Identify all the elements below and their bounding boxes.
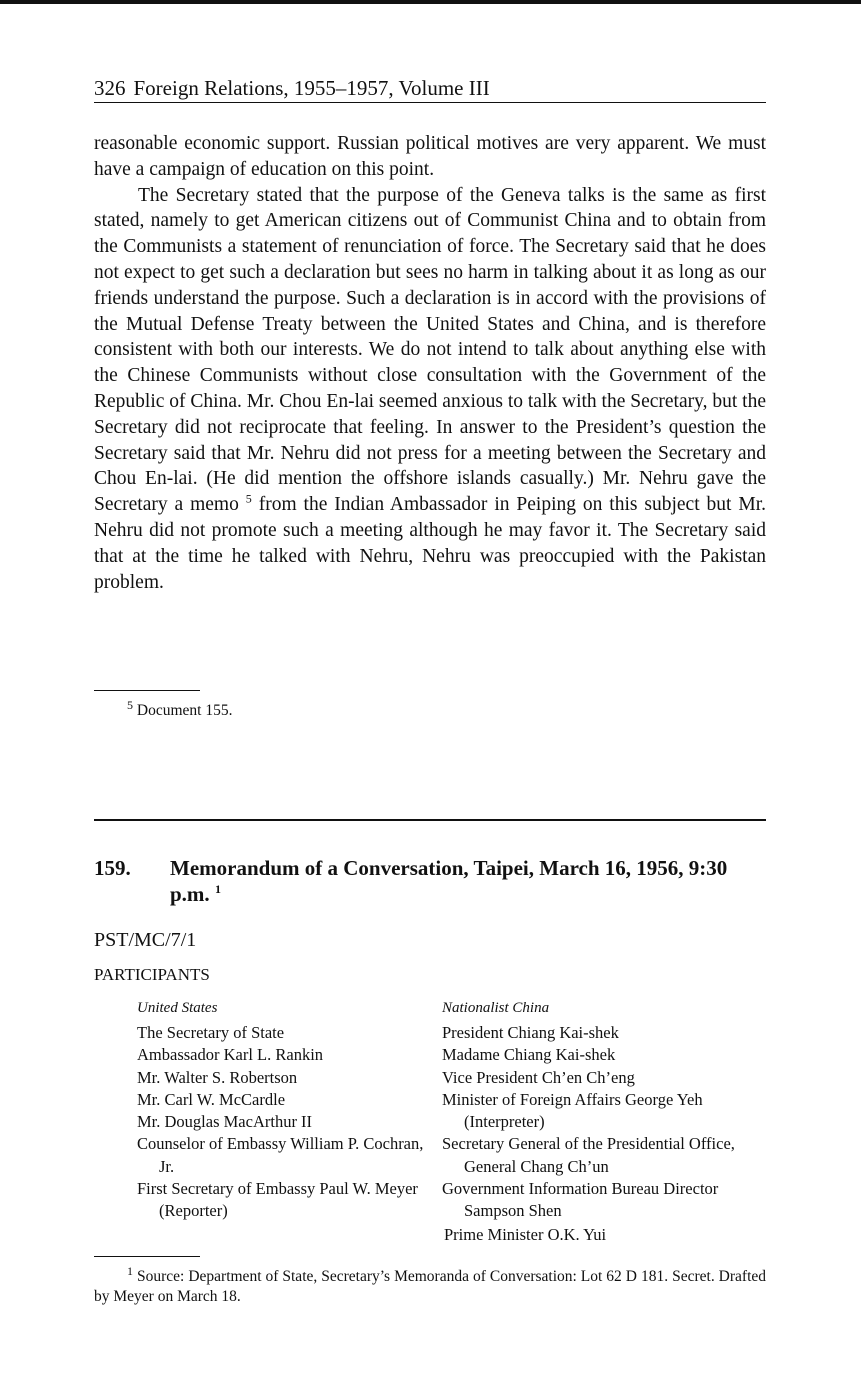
footnote-rule [94, 690, 200, 691]
participant: The Secretary of State [137, 1023, 285, 1042]
column-heading: Nationalist China [442, 1000, 550, 1016]
participant: President Chiang Kai-shek [442, 1023, 619, 1042]
paragraph-text-part-2: from the Indian Ambassador in Peiping on this subject but Mr. Nehru did not promote such a meeting although he may favor it. The Secretary said that at the time he talked with Nehru, Nehru was preoccupied with the Pakistan problem. [94, 494, 767, 593]
page-number: 326 [94, 76, 126, 100]
document-title-text: Memorandum of a Conversation, Taipei, March 16, 1956, 9:30 p.m. [170, 856, 728, 906]
body-text [94, 131, 766, 595]
participant: Madame Chiang Kai-shek [442, 1045, 616, 1065]
participant: Secretary General of the Presidential Office, General Chang Ch’un [442, 1134, 735, 1176]
footnote-marker: 1 [127, 1263, 133, 1278]
participant: Ambassador Karl L. Rankin [137, 1045, 324, 1065]
participants-label: PARTICIPANTS [94, 965, 210, 984]
participant: Mr. Douglas MacArthur II [137, 1112, 313, 1132]
document-code: PST/MC/7/1 [94, 929, 197, 951]
top-border [0, 0, 861, 4]
participant-list [137, 1022, 427, 1223]
participants-nationalist-china [442, 996, 772, 1246]
document-number: 159. [94, 856, 131, 880]
footnote-marker: 5 [127, 697, 133, 712]
paragraph-continued: reasonable economic support. Russian political motives are very apparent. We must have a campaign of education on this point. [94, 133, 766, 180]
participant: First Secretary of Embassy Paul W. Meyer (Reporter) [137, 1179, 418, 1221]
footnote-1 [94, 1263, 767, 1307]
participant: Mr. Carl W. McCardle [137, 1089, 286, 1109]
participant: Minister of Foreign Affairs George Yeh (Interpreter) [442, 1089, 703, 1132]
participant: Mr. Walter S. Robertson [137, 1067, 298, 1087]
participant: Government Information Bureau Director Sampson Shen [442, 1179, 719, 1221]
paragraph-geneva-talks [94, 183, 766, 596]
participant: Vice President Ch’en Ch’eng [442, 1067, 635, 1087]
footnote-5 [127, 697, 233, 721]
section-divider [94, 819, 766, 821]
footnote-reference-5: 5 [245, 491, 252, 506]
footnote-text: Source: Department of State, Secretary’s Memoranda of Conversation: Lot 62 D 181. Secret. Drafted by Meyer on March 18. [94, 1268, 767, 1305]
participants-united-states [137, 996, 427, 1223]
participant: Prime Minister O.K. Yui [444, 1224, 607, 1244]
running-title: Foreign Relations, 1955–1957, Volume III [133, 76, 490, 100]
column-heading: United States [137, 1000, 218, 1016]
title-footnote-reference: 1 [214, 882, 221, 896]
document-title [170, 855, 770, 907]
footnote-text: Document 155. [136, 702, 233, 719]
participant-list [442, 1022, 772, 1246]
footnote-rule [94, 1256, 200, 1257]
running-header [94, 74, 766, 103]
paragraph-text-part-1: The Secretary stated that the purpose of the Geneva talks is the same as first stated, namely to get American citizens out of Communist China and to obtain from the Communists a statement of renunciation of force. The Secretary said that he does not expect to get such a declaration but sees no harm in talking about it as long as our friends understand the purpose. Such a declaration is in accord with the provisions of the Mutual Defense Treaty between the United States and China, and is therefore consistent with both our interests. We do not intend to talk about anything else with the Chinese Communists without close consultation with the Government of the Republic of China. Mr. Chou En-lai seemed anxious to talk with the Secretary, but the Secretary did not reciprocate that feeling. In answer to the President’s question the Secretary said that Mr. Nehru did not press for a meeting between the Secretary and Chou En-lai. (He did mention the offshore islands casually.) Mr. Nehru gave the Secretary a memo [94, 184, 766, 516]
participant: Counselor of Embassy William P. Cochran, Jr. [137, 1134, 424, 1176]
